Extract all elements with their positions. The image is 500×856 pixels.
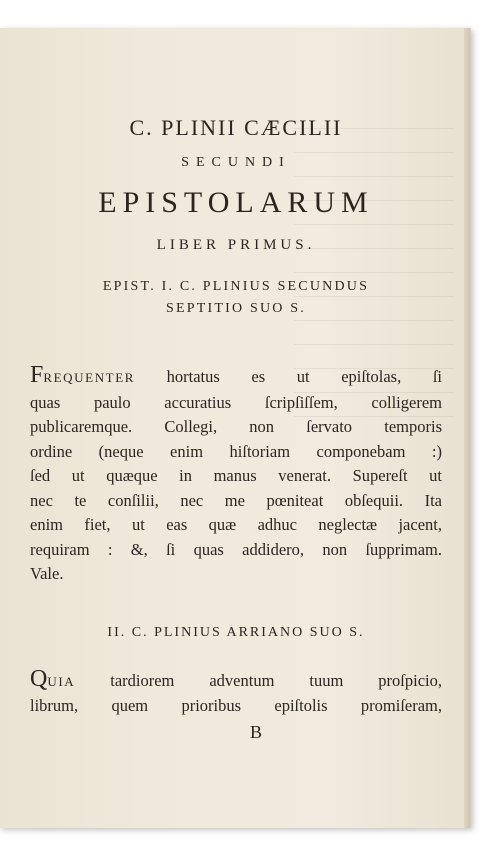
epistle-1-line: quas paulo accuratius ſcripſiſſem, colligerem	[30, 392, 442, 412]
epistle-1-dropcap: F	[30, 362, 44, 388]
epistle-1-heading-line-1: EPIST. I. C. PLINIUS SECUNDUS	[102, 279, 370, 294]
title-line: C. PLINII CÆCILII	[129, 115, 343, 140]
epistle-1-line-1	[30, 363, 442, 391]
epistle-1-line: ordine (neque enim hiſtoriam componebam :)	[30, 441, 442, 461]
book-page	[0, 28, 471, 828]
epistle-1-line: enim fiet, ut eas quæ adhuc neglectæ jacent,	[30, 515, 442, 534]
subtitle: SECUNDI	[181, 155, 291, 170]
signature-mark: B	[249, 721, 262, 742]
epistle-1-last-line: Vale.	[30, 564, 64, 583]
epistle-1-smallcaps: REQUENTER	[43, 370, 136, 385]
epistle-1-line: nec te conſilii, nec me pœniteat obſequii. Ita	[30, 490, 442, 510]
epistle-2-dropcap: Q	[30, 665, 48, 692]
page-edge	[464, 28, 470, 828]
page-content	[30, 114, 442, 743]
epistle-1-line: publicaremque. Collegi, non ſervato temporis	[30, 417, 442, 436]
epistle-1-body	[30, 363, 442, 587]
epistle-2-heading: II. C. PLINIUS ARRIANO SUO S.	[107, 624, 365, 640]
work-title: EPISTOLARUM	[98, 186, 374, 219]
epistle-2-line-1-rest: tardiorem adventum tuum proſpicio,	[75, 670, 442, 690]
epistle-2-line: librum, quem prioribus epiſtolis promiſeram,	[30, 696, 442, 715]
epistle-2-body	[30, 667, 442, 719]
book-number: LIBER PRIMUS.	[156, 237, 316, 253]
epistle-2-smallcaps: UIA	[47, 673, 76, 689]
epistle-1-heading-line-2: SEPTITIO SUO S.	[166, 301, 306, 316]
epistle-1-line-1-rest: hortatus es ut epiſtolas, ſi	[135, 367, 442, 386]
epistle-2-line-1	[30, 667, 442, 695]
epistle-1-heading	[30, 276, 442, 320]
epistle-1-line: ſed ut quæque in manus venerat. Supereſt ut	[30, 466, 442, 485]
epistle-1-line: requiram : &, ſi quas addidero, non ſupprimam.	[30, 539, 442, 559]
